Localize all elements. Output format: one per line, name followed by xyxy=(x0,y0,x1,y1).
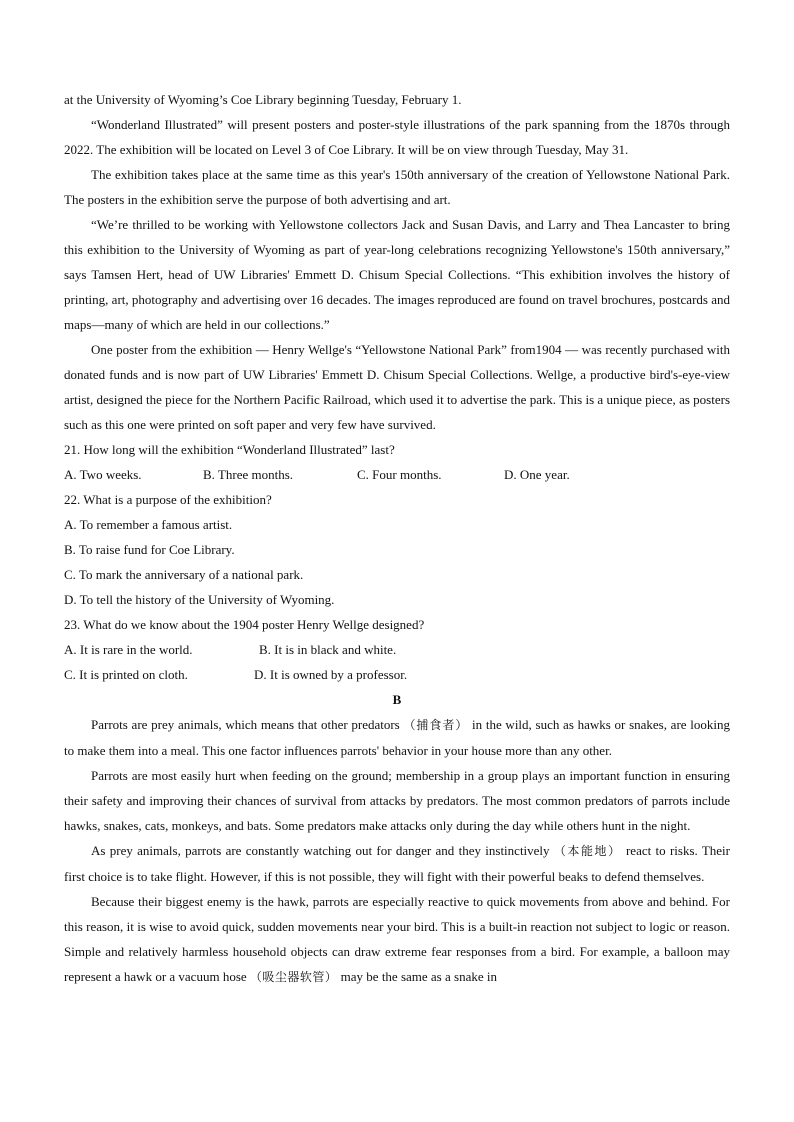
question-21-option-d: D. One year. xyxy=(504,467,570,482)
question-21-option-a: A. Two weeks. xyxy=(64,467,142,482)
question-23-stem: 23. What do we know about the 1904 poster Henry Wellge designed? xyxy=(64,617,425,632)
question-22-option-a: A. To remember a famous artist. xyxy=(64,517,233,532)
question-22-stem: 22. What is a purpose of the exhibition? xyxy=(64,492,272,507)
passage-b-paragraph-4-text-a: Because their biggest enemy is the hawk, parrots are especially reactive to quick movements from above and behind. For this reason, it is wise to avoid quick, sudden movements near your bird. This is a built-in reaction not subject to logic or reason. Simple and relatively harmless household objects can draw extreme fear responses from a bird. For example, a balloon may represent a hawk or a vacuum hose xyxy=(64,894,730,984)
passage-b-paragraph-4-text-b: may be the same as a snake in xyxy=(337,969,497,984)
passage-b-paragraph-3 xyxy=(64,838,730,889)
passage-b-paragraph-1-text-b: in the wild, such as hawks or snakes, are looking to make them into a meal. This one factor influences parrots' behavior in your house more than any other. xyxy=(64,717,730,758)
question-22-option-d: D. To tell the history of the University of Wyoming. xyxy=(64,592,335,607)
gloss-vacuum-hose: （吸尘器软管） xyxy=(249,970,338,984)
gloss-instinctively: （本能地） xyxy=(553,844,622,858)
question-23-options-row-1 xyxy=(64,637,730,662)
passage-b-paragraph-2: Parrots are most easily hurt when feeding on the ground; membership in a group plays an important function in ensuring their safety and improving their chances of survival from attacks by predators. The most common predators of parrots include hawks, snakes, cats, monkeys, and bats. Some predators make attacks only during the day while others hunt in the night. xyxy=(64,768,730,833)
passage-a-paragraph-0: at the University of Wyoming’s Coe Library beginning Tuesday, February 1. xyxy=(64,92,462,107)
passage-a-paragraph-4: One poster from the exhibition — Henry Wellge's “Yellowstone National Park” from1904 — was recently purchased with donated funds and is now part of UW Libraries' Emmett D. Chisum Special Collections. Wellge, a productive bird's-eye-view artist, designed the piece for the Northern Pacific Railroad, which used it to advertise the park. This is a unique piece, as posters such as this one were printed on soft paper and very few have survived. xyxy=(64,342,730,432)
question-21-option-b: B. Three months. xyxy=(203,467,294,482)
question-23-option-b: B. It is in black and white. xyxy=(259,642,397,657)
passage-b-paragraph-4 xyxy=(64,889,730,990)
question-23-options-row-2 xyxy=(64,662,730,687)
passage-a-paragraph-1: “Wonderland Illustrated” will present posters and poster-style illustrations of the park spanning from the 1870s through 2022. The exhibition will be located on Level 3 of Coe Library. It will be on view through Tuesday, May 31. xyxy=(64,117,730,157)
question-23-option-c: C. It is printed on cloth. xyxy=(64,667,188,682)
passage-b-paragraph-3-text-a: As prey animals, parrots are constantly watching out for danger and they instinctively xyxy=(91,843,554,858)
question-23-option-a: A. It is rare in the world. xyxy=(64,642,193,657)
passage-b-paragraph-1 xyxy=(64,712,730,763)
passage-b-paragraph-1-text-a: Parrots are prey animals, which means that other predators xyxy=(91,717,404,732)
passage-a-paragraph-3: “We’re thrilled to be working with Yellowstone collectors Jack and Susan Davis, and Larry and Thea Lancaster to bring this exhibition to the University of Wyoming as part of year-long celebrations recognizing Yellowstone's 150th anniversary,” says Tamsen Hert, head of UW Libraries' Emmett D. Chisum Special Collections. “This exhibition involves the history of printing, art, photography and advertising over 16 decades. The images reproduced are found on travel brochures, postcards and maps—many of which are held in our collections.” xyxy=(64,217,730,332)
question-21-option-c: C. Four months. xyxy=(357,467,442,482)
passage-b-heading: B xyxy=(392,692,402,707)
question-22-option-c: C. To mark the anniversary of a national park. xyxy=(64,567,304,582)
document-page xyxy=(64,87,730,990)
passage-a-paragraph-2: The exhibition takes place at the same time as this year's 150th anniversary of the creation of Yellowstone National Park. The posters in the exhibition serve the purpose of both advertising and art. xyxy=(64,167,730,207)
question-22-option-b: B. To raise fund for Coe Library. xyxy=(64,542,235,557)
gloss-predators: （捕食者） xyxy=(403,718,469,732)
passage-b-paragraph-3-text-b: react to risks. Their first choice is to take flight. However, if this is not possible, they will fight with their powerful beaks to defend themselves. xyxy=(64,843,730,884)
question-21-options xyxy=(64,462,730,487)
question-21-stem: 21. How long will the exhibition “Wonderland Illustrated” last? xyxy=(64,442,395,457)
question-23-option-d: D. It is owned by a professor. xyxy=(254,667,408,682)
